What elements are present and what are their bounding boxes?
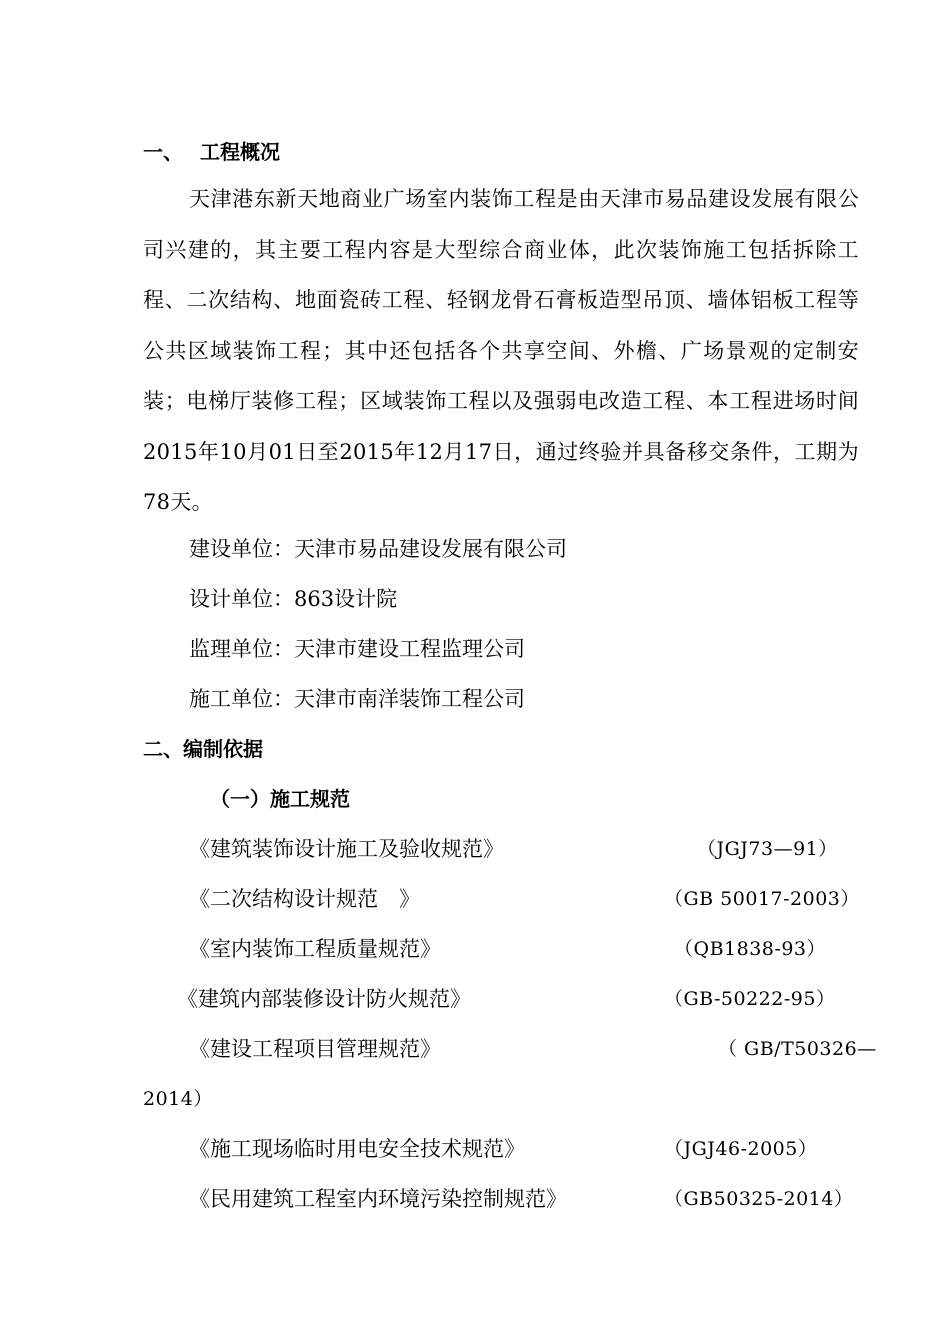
spec-name: 《建筑装饰设计施工及验收规范》: [189, 837, 504, 861]
spec-code-continued: 2014）: [143, 1088, 213, 1110]
spec-code: （GB 50017-2003）: [664, 888, 860, 910]
spec-name: 《室内装饰工程质量规范》: [189, 937, 441, 961]
project-overview-paragraph: 天津港东新天地商业广场室内装饰工程是由天津市易品建设发展有限公司兴建的，其主要工程内容是大型综合商业体，此次装饰施工包括拆除工程、二次结构、地面瓷砖工程、轻钢龙骨石膏板造型吊顶、墙体铝板工程等公共区域装饰工程；其中还包括各个共享空间、外檐、广场景观的定制安装；电梯厅装修工程；区域装饰工程以及强弱电改造工程、本工程进场时间2015年10月01日至2015年12月17日，通过终验并具备移交条件，工期为 78天。: [143, 187, 859, 514]
section-1-number: 一、: [143, 140, 183, 164]
spec-code: （JGJ73—91）: [697, 838, 838, 860]
spec-name: 《施工现场临时用电安全技术规范》: [189, 1137, 525, 1161]
spec-code: （ GB/T50326—: [718, 1038, 877, 1060]
section-1-title: 工程概况: [200, 140, 280, 164]
design-unit: 设计单位：863设计院: [189, 587, 398, 611]
spec-code: （JGJ46-2005）: [664, 1138, 818, 1160]
spec-code: （GB50325-2014）: [664, 1188, 854, 1210]
section-2-subtitle: （一）施工规范: [210, 787, 350, 811]
spec-code: （QB1838-93）: [674, 938, 826, 960]
contractor-unit: 施工单位：天津市南洋装饰工程公司: [189, 687, 525, 711]
spec-name: 《二次结构设计规范 》: [189, 887, 420, 911]
spec-name: 《建筑内部装修设计防火规范》: [177, 987, 471, 1011]
spec-name: 《建设工程项目管理规范》: [189, 1037, 441, 1061]
spec-name: 《民用建筑工程室内环境污染控制规范》: [189, 1187, 567, 1211]
section-2-title: 二、编制依据: [143, 737, 263, 761]
spec-code: （GB-50222-95）: [664, 988, 836, 1010]
construction-unit: 建设单位：天津市易品建设发展有限公司: [189, 537, 567, 561]
supervision-unit: 监理单位：天津市建设工程监理公司: [189, 637, 525, 661]
